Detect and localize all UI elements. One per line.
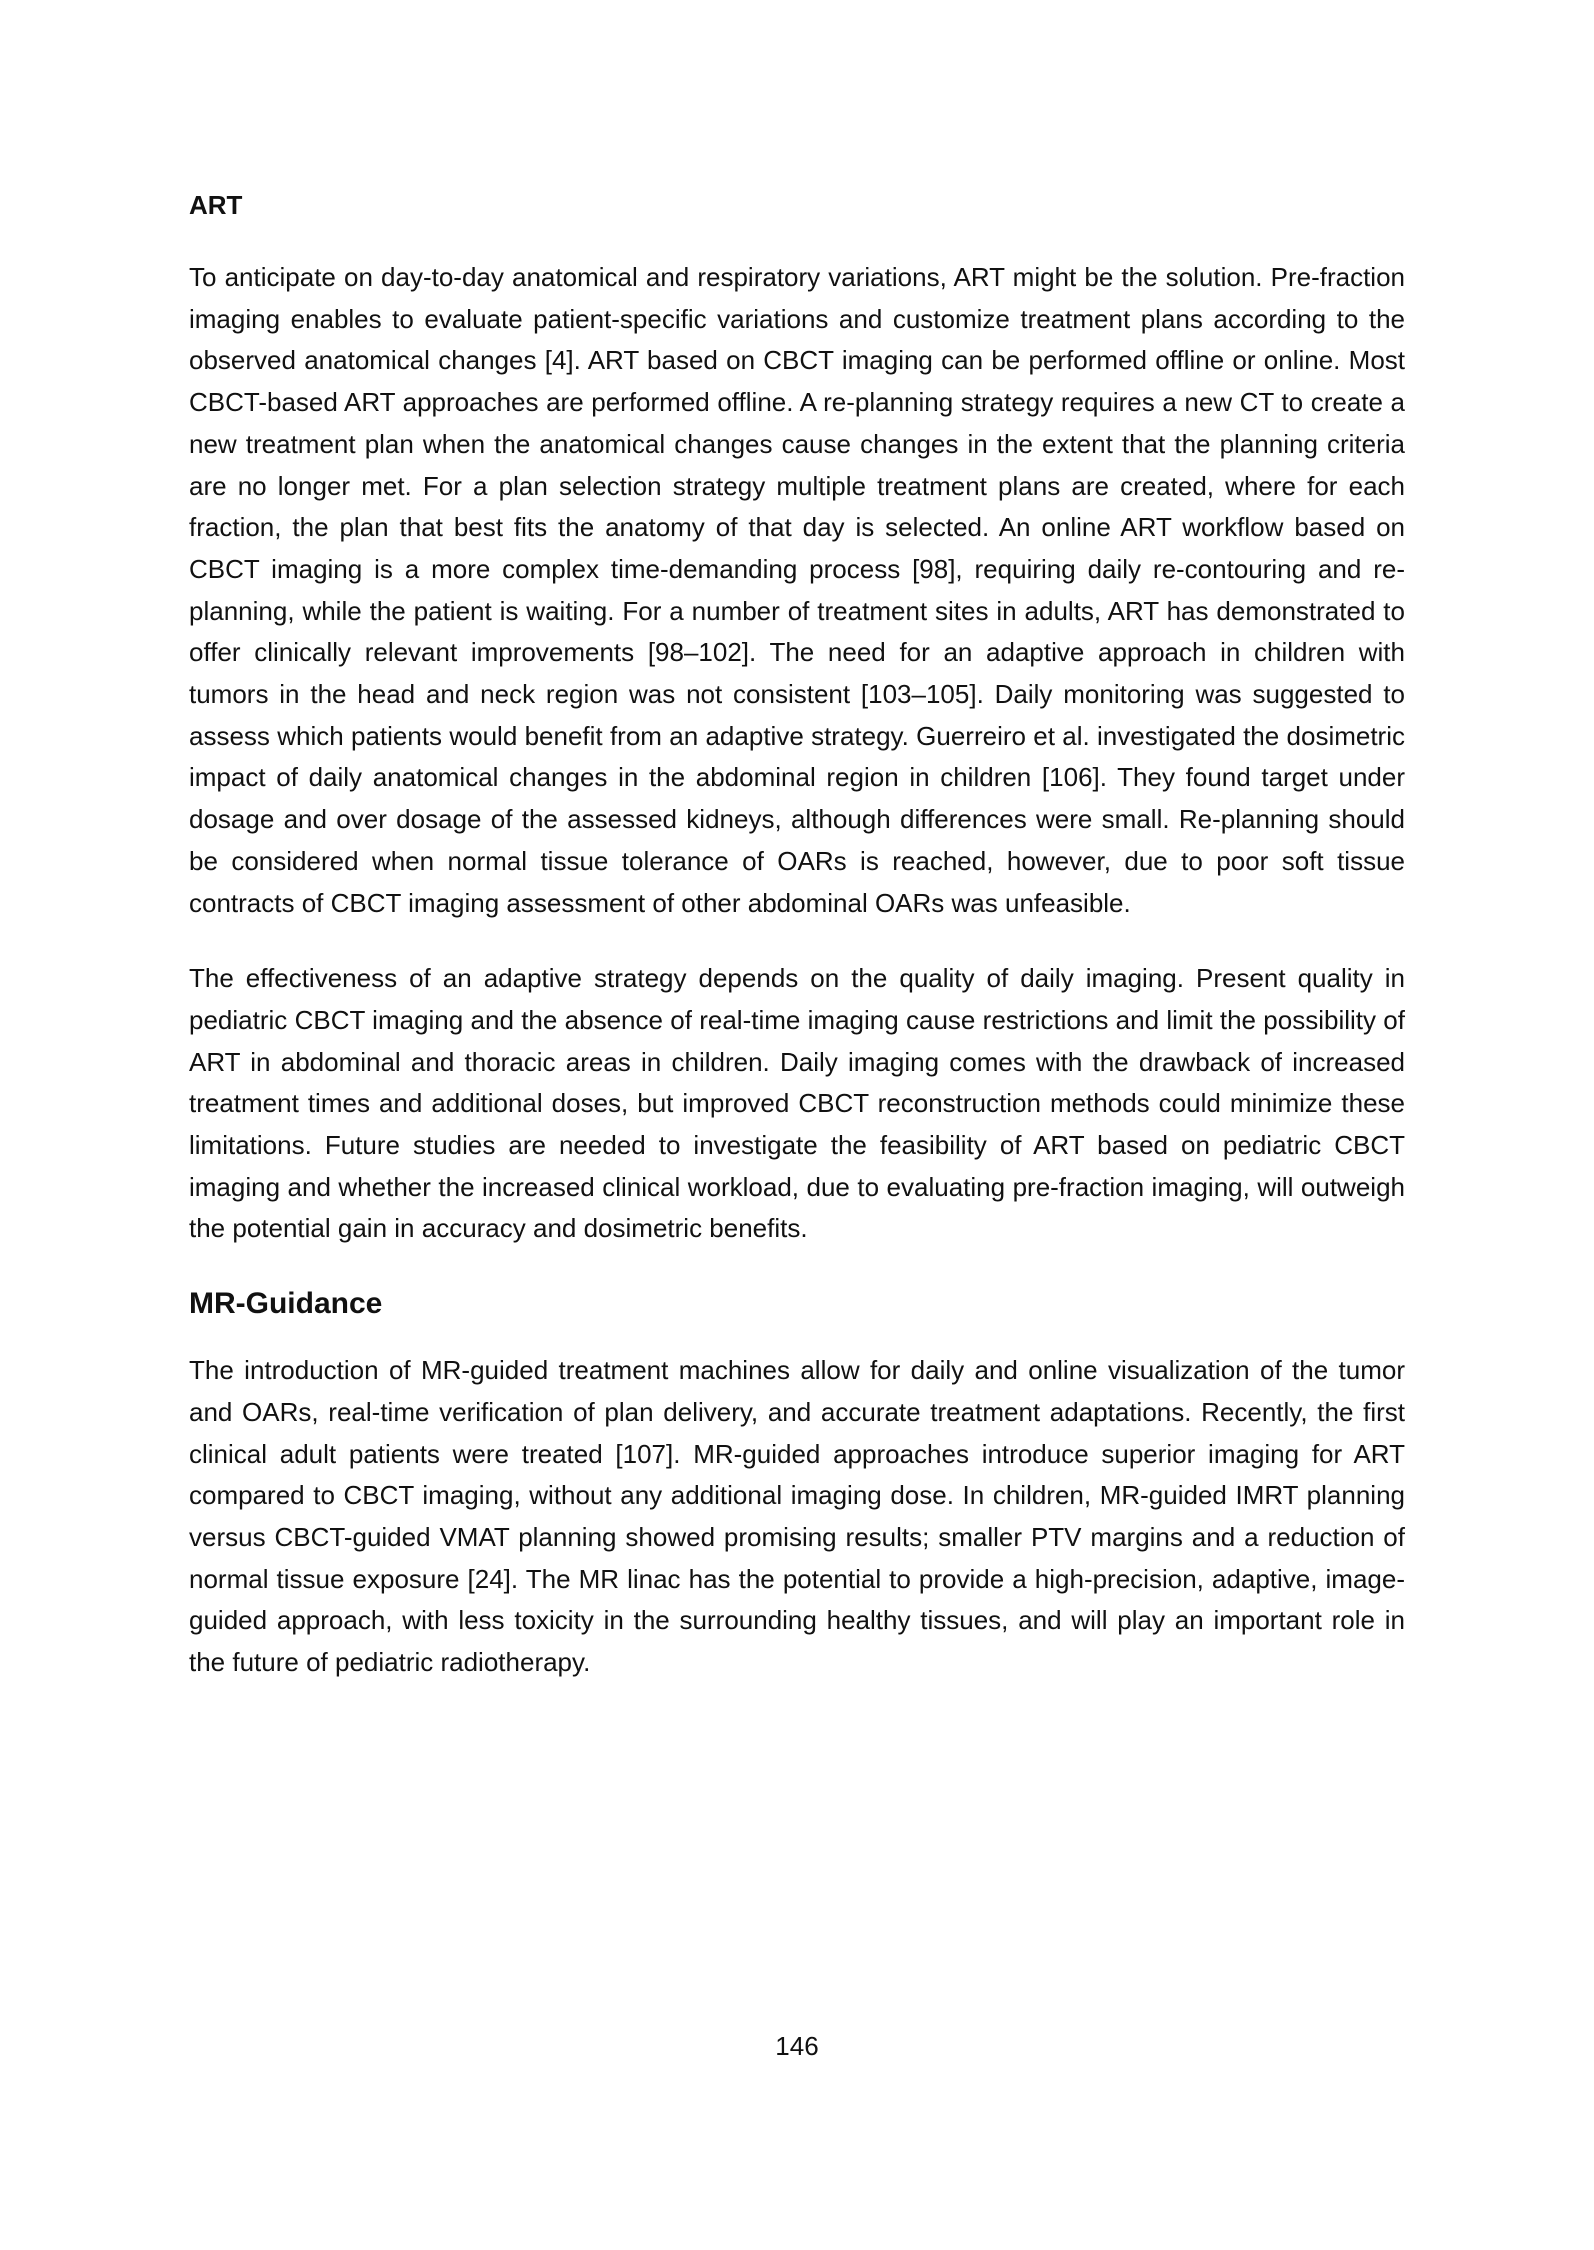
art-paragraph-1: To anticipate on day-to-day anatomical and respiratory variations, ART might be the solution. Pre-fraction imaging enables to evaluate patient-specific variations and customize treatment plans according to the observed anatomical changes [4]. ART based on CBCT imaging can be performed offline or online. Most CBCT-based ART approaches are performed offline. A re-planning strategy requires a new CT to create a new treatment plan when the anatomical changes cause changes in the extent that the planning criteria are no longer met. For a plan selection strategy multiple treatment plans are created, where for each fraction, the plan that best fits the anatomy of that day is selected. An online ART workflow based on CBCT imaging is a more complex time-demanding process [98], requiring daily re-contouring and re-planning, while the patient is waiting. For a number of treatment sites in adults, ART has demonstrated to offer clinically relevant improvements [98–102]. The need for an adaptive approach in children with tumors in the head and neck region was not consistent [103–105]. Daily monitoring was suggested to assess which patients would benefit from an adaptive strategy. Guerreiro et al. investigated the dosimetric impact of daily anatomical changes in the abdominal region in children [106]. They found target under dosage and over dosage of the assessed kidneys, although differences were small. Re-planning should be considered when normal tissue tolerance of OARs is reached, however, due to poor soft tissue contracts of CBCT imaging assessment of other abdominal OARs was unfeasible. xyxy=(189,262,1405,918)
mr-guidance-paragraph-1: The introduction of MR-guided treatment machines allow for daily and online visualization of the tumor and OARs, real-time verification of plan delivery, and accurate treatment adaptations. Recently, the first clinical adult patients were treated [107]. MR-guided approaches introduce superior imaging for ART compared to CBCT imaging, without any additional imaging dose. In children, MR-guided IMRT planning versus CBCT-guided VMAT planning showed promising results; smaller PTV margins and a reduction of normal tissue exposure [24]. The MR linac has the potential to provide a high-precision, adaptive, image-guided approach, with less toxicity in the surrounding healthy tissues, and will play an important role in the future of pediatric radiotherapy. xyxy=(189,1355,1405,1678)
page-number: 146 xyxy=(775,2031,819,2061)
section-heading-art: ART xyxy=(189,190,243,220)
art-paragraph-2: The effectiveness of an adaptive strategy depends on the quality of daily imaging. Present quality in pediatric CBCT imaging and the absence of real-time imaging cause restrictions and limit the possibility of ART in abdominal and thoracic areas in children. Daily imaging comes with the drawback of increased treatment times and additional doses, but improved CBCT reconstruction methods could minimize these limitations. Future studies are needed to investigate the feasibility of ART based on pediatric CBCT imaging and whether the increased clinical workload, due to evaluating pre-fraction imaging, will outweigh the potential gain in accuracy and dosimetric benefits. xyxy=(189,963,1405,1244)
section-heading-mr-guidance: MR-Guidance xyxy=(189,1287,383,1321)
page-content xyxy=(189,187,1405,1718)
